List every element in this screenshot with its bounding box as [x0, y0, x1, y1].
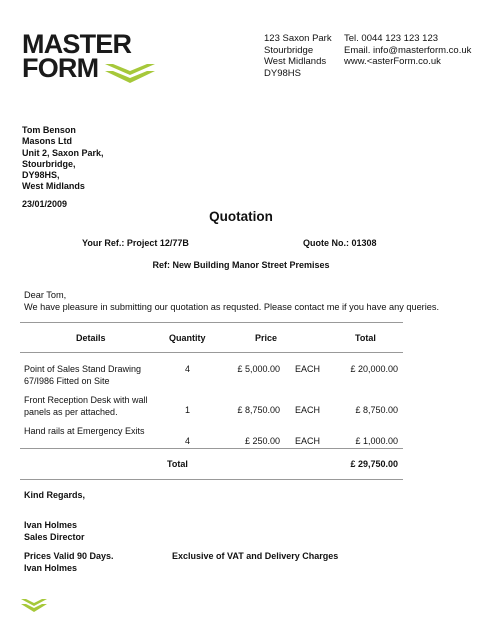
validity-block: [24, 551, 114, 574]
contact-phone: Tel. 0044 123 123 123: [344, 33, 439, 44]
company-logo: [22, 29, 162, 88]
table-total-label: Total: [167, 459, 188, 469]
table-total-value: £ 29,750.00: [350, 459, 398, 469]
recipient-line: Masons Ltd: [22, 136, 73, 147]
table-row-total: £ 20,000.00: [350, 364, 398, 374]
table-row-price: £ 8,750.00: [237, 405, 280, 415]
recipient-address: [22, 125, 104, 193]
table-row-quantity: 4: [185, 364, 191, 374]
table-row-price: £ 5,000.00: [237, 364, 280, 374]
company-address: [264, 33, 332, 79]
recipient-line: Stourbridge,: [22, 158, 76, 169]
recipient-line: Unit 2, Saxon Park,: [22, 147, 104, 158]
quote-number: Quote No.: 01308: [303, 238, 377, 248]
recipient-line: Tom Benson: [22, 125, 76, 135]
recipient-line: West Midlands: [22, 181, 85, 192]
your-reference: Your Ref.: Project 12/77B: [82, 238, 189, 248]
vat-note: Exclusive of VAT and Delivery Charges: [172, 551, 339, 561]
table-row-details: [24, 364, 141, 387]
details-line: 67/I986 Fitted on Site: [24, 375, 110, 386]
table-row-quantity: 1: [185, 405, 191, 415]
col-header-quantity: Quantity: [169, 333, 206, 343]
letter-intro: [24, 290, 439, 313]
signatory-title: Sales Director: [24, 531, 85, 542]
contact-email: Email. info@masterform.co.uk: [344, 44, 472, 56]
table-row-total: £ 1,000.00: [355, 436, 398, 446]
company-contact: [344, 33, 471, 68]
reference-line: Ref: New Building Manor Street Premises: [152, 260, 330, 270]
table-row-unit: EACH: [295, 436, 321, 446]
signatory-name: Ivan Holmes: [24, 520, 78, 530]
table-row-total: £ 8,750.00: [355, 405, 398, 415]
logo-line-form: FORM: [22, 53, 99, 83]
table-row-details: [24, 395, 148, 418]
address-line: Stourbridge: [264, 44, 314, 56]
address-line: 123 Saxon Park: [264, 33, 332, 44]
logo-line-master: MASTER: [22, 29, 132, 59]
table-row-unit: EACH: [295, 405, 321, 415]
address-line: DY98HS: [264, 67, 301, 79]
table-row-price: £ 250.00: [244, 436, 280, 446]
signatory: [24, 520, 85, 543]
details-line: panels as per attached.: [24, 406, 118, 417]
address-line: West Midlands: [264, 56, 327, 67]
footer-name: Ivan Holmes: [24, 562, 78, 573]
document-date: 23/01/2009: [22, 199, 68, 209]
details-line: Front Reception Desk with wall: [24, 395, 148, 405]
logo-chevron-icon: [105, 62, 155, 84]
col-header-total: Total: [355, 333, 376, 343]
table-bottom-rule: [20, 479, 403, 480]
details-line: Hand rails at Emergency Exits: [24, 426, 145, 436]
col-header-details: Details: [76, 333, 106, 343]
details-line: Point of Sales Stand Drawing: [24, 364, 142, 374]
table-row-details: [24, 426, 145, 438]
table-top-rule: [20, 322, 403, 323]
recipient-line: DY98HS,: [22, 170, 60, 181]
col-header-price: Price: [255, 333, 278, 343]
document-title: Quotation: [209, 209, 273, 224]
intro-text: We have pleasure in submitting our quotation as requsted. Please contact me if you have any queries.: [24, 301, 440, 312]
contact-website: www.<asterForm.co.uk: [344, 56, 441, 67]
prices-validity: Prices Valid 90 Days.: [24, 551, 114, 561]
greeting: Dear Tom,: [24, 290, 67, 300]
footer-chevron-icon: [21, 598, 47, 613]
table-header-rule: [20, 352, 403, 353]
table-row-unit: EACH: [295, 364, 321, 374]
table-body-rule: [20, 448, 403, 449]
closing: Kind Regards,: [24, 490, 86, 500]
table-row-quantity: 4: [185, 436, 191, 446]
